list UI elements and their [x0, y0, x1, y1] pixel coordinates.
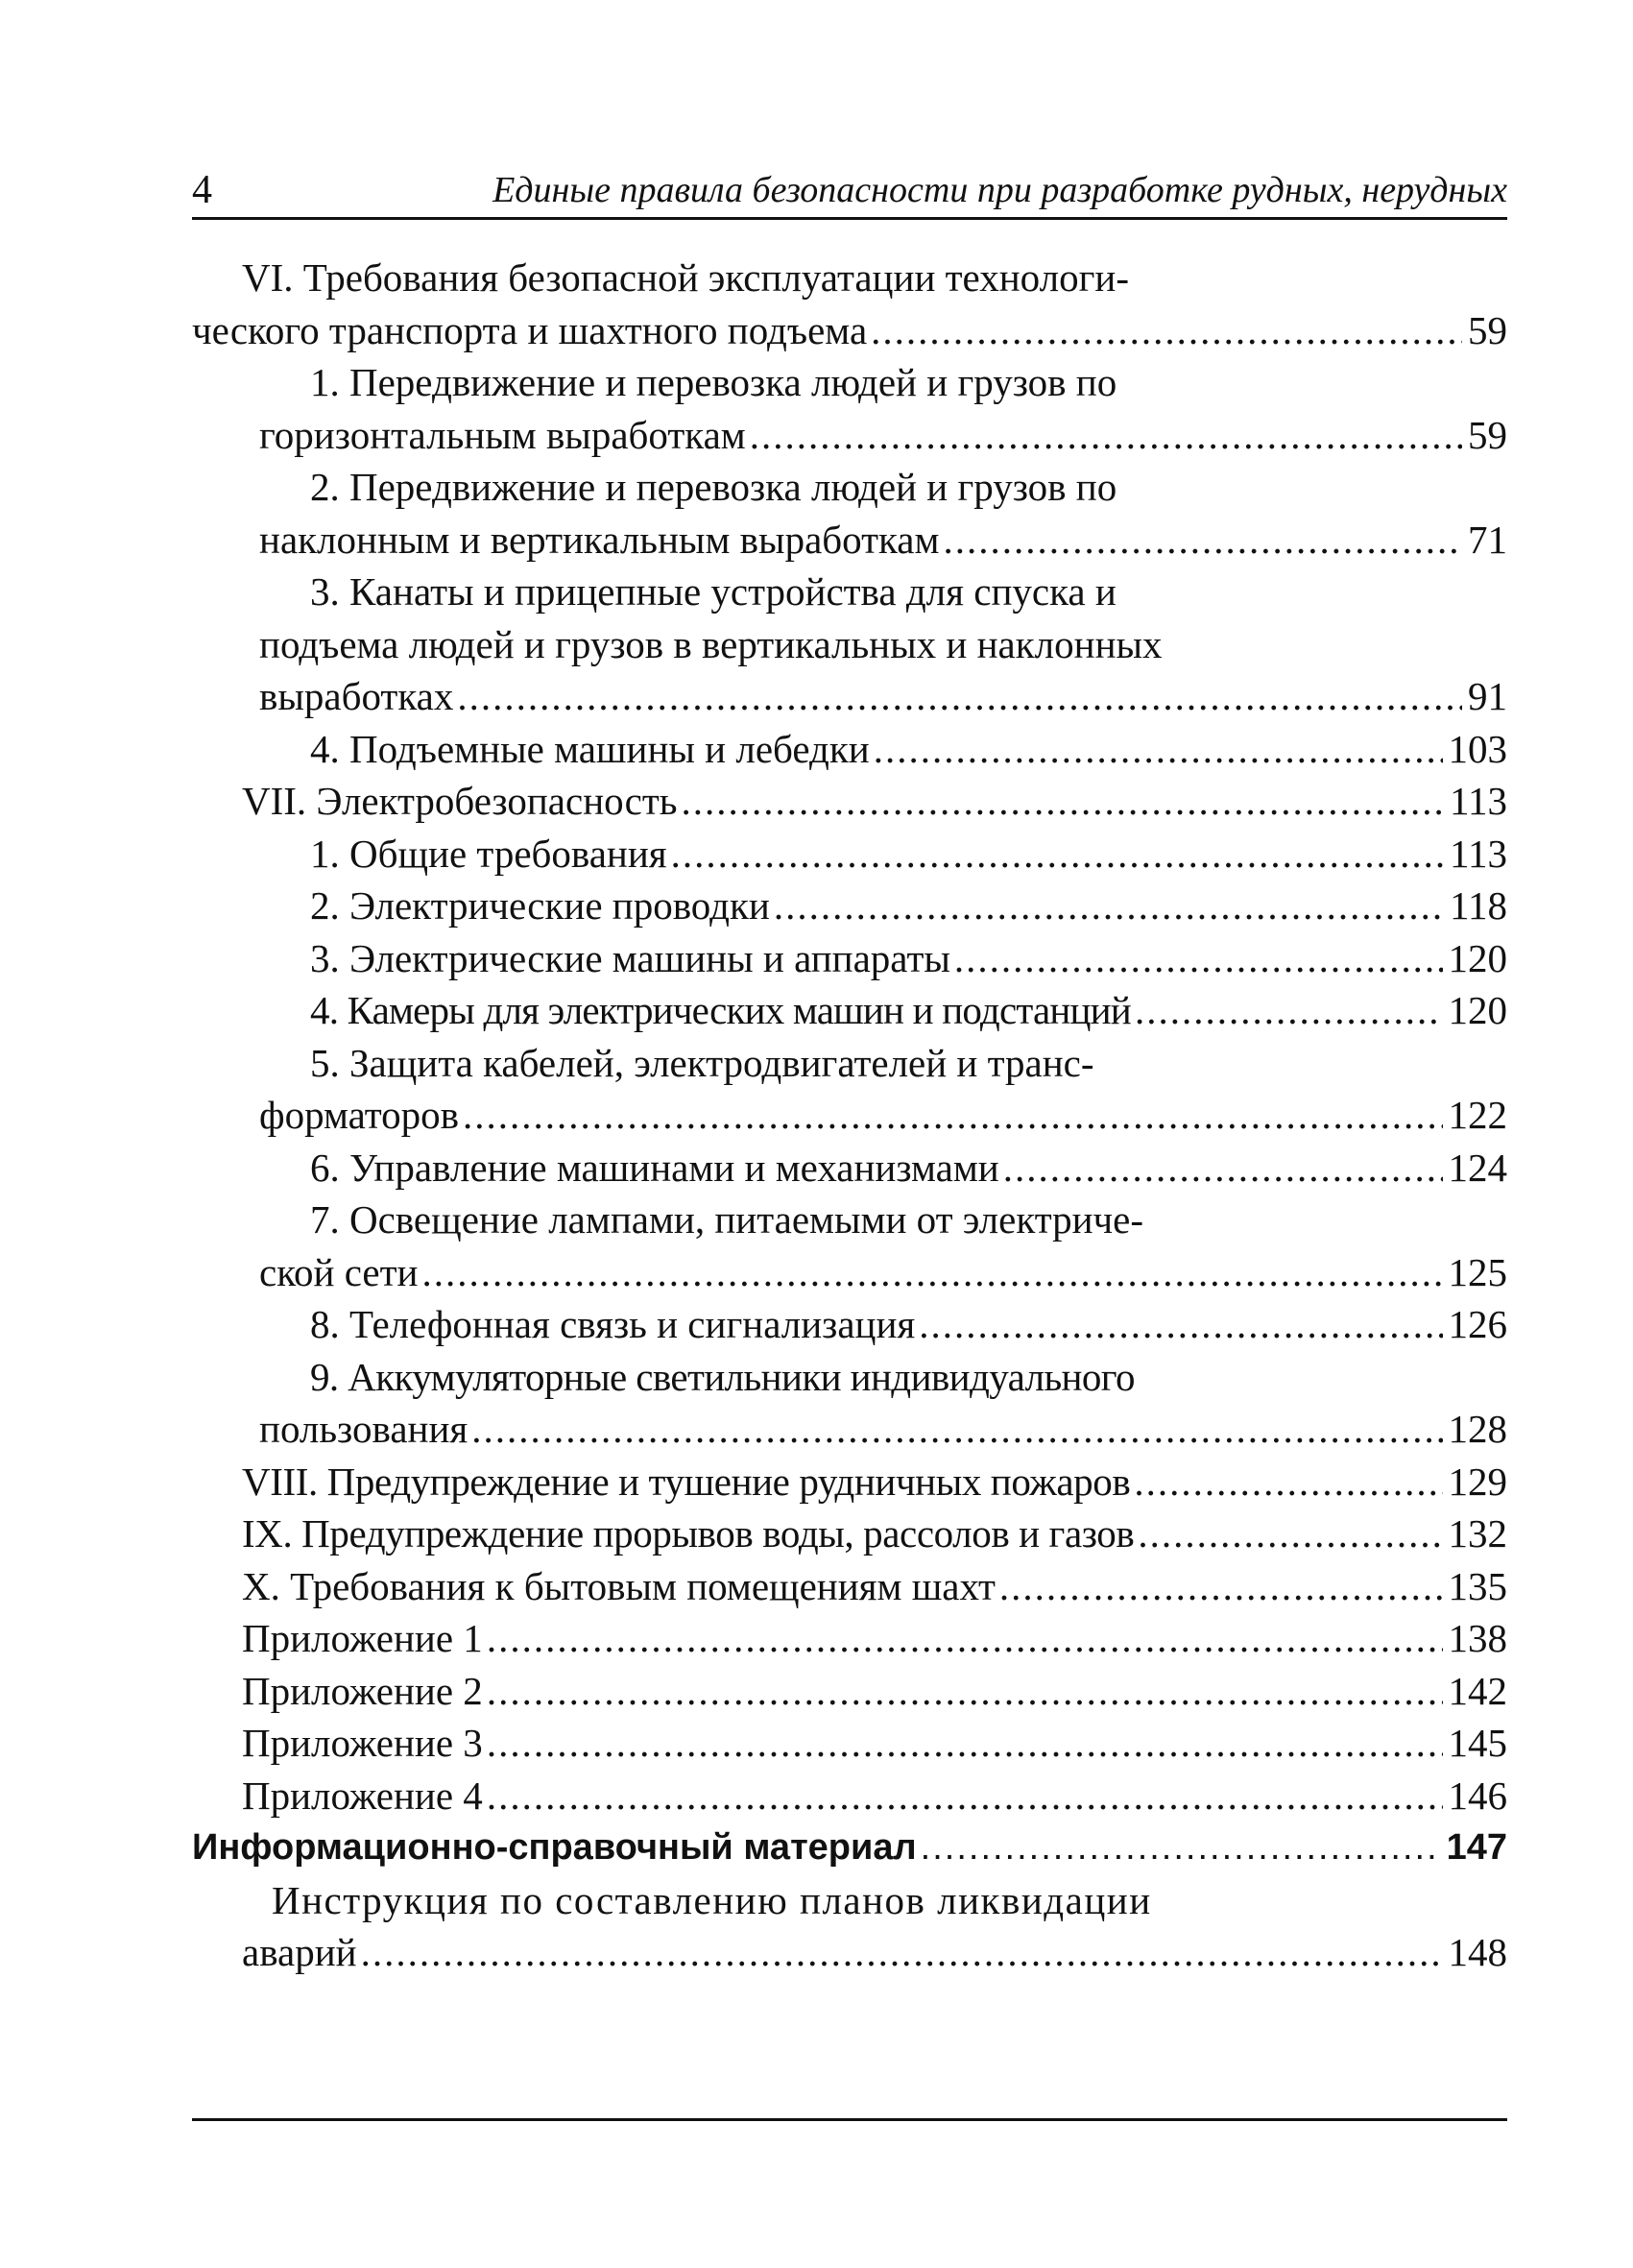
toc-entry	[192, 461, 1507, 566]
toc-entry	[192, 1874, 1507, 1979]
dot-leader	[921, 1822, 1441, 1874]
toc-entry-last-line: аварий	[242, 1930, 357, 1974]
toc-entry	[192, 1351, 1507, 1456]
running-head	[192, 165, 1507, 221]
dot-leader	[999, 1560, 1443, 1613]
dot-leader	[1138, 1508, 1442, 1560]
toc-page-number: 125	[1448, 1249, 1507, 1294]
toc-page-number: 135	[1448, 1563, 1507, 1608]
toc-entry-last-line: наклонным и вертикальным выработкам	[259, 517, 940, 562]
toc-page-number: 103	[1448, 726, 1507, 771]
toc-entry	[192, 1717, 1507, 1770]
toc-page-number: 113	[1450, 831, 1507, 876]
toc-page-number: 138	[1448, 1616, 1507, 1660]
toc-entry	[192, 1456, 1507, 1508]
dot-leader	[1134, 1456, 1442, 1508]
table-of-contents	[192, 252, 1507, 1979]
toc-entry-last-line: 1. Общие требования	[310, 831, 667, 876]
dot-leader	[871, 304, 1462, 357]
toc-page-number: 129	[1448, 1459, 1507, 1504]
toc-entry-last-line: 3. Электрические машины и аппараты	[310, 935, 950, 980]
toc-entry-last-line: VIII. Предупреждение и тушение рудничных пожаров	[242, 1459, 1131, 1504]
toc-entry	[192, 1298, 1507, 1351]
toc-entry-first-line: 1. Передвижение и перевозка людей и грузов по	[310, 360, 1117, 404]
toc-entry-first-line: Инструкция по составлению планов ликвидации	[272, 1877, 1152, 1922]
toc-entry-last-line: горизонтальным выработкам	[259, 412, 746, 457]
toc-entry	[192, 723, 1507, 776]
toc-entry-middle-line: подъема людей и грузов в вертикальных и наклонных	[259, 621, 1163, 666]
toc-entry-last-line: IX. Предупреждение прорывов воды, рассолов и газов	[242, 1511, 1135, 1556]
dot-leader	[361, 1926, 1443, 1979]
toc-page-number: 147	[1446, 1827, 1507, 1868]
toc-page-number: 132	[1448, 1511, 1507, 1556]
toc-entry	[192, 1612, 1507, 1665]
toc-entry-last-line: ческого транспорта и шахтного подъема	[192, 307, 868, 352]
toc-entry	[192, 984, 1507, 1037]
toc-entry	[192, 828, 1507, 881]
toc-entry-last-line: 4. Подъемные машины и лебедки	[310, 726, 870, 771]
dot-leader	[487, 1717, 1443, 1770]
toc-entry	[192, 1142, 1507, 1194]
toc-page-number: 122	[1448, 1093, 1507, 1137]
toc-entry-last-line: 2. Электрические проводки	[310, 883, 770, 928]
toc-entry	[192, 880, 1507, 932]
running-title: Единые правила безопасности при разработке рудных, нерудных	[492, 170, 1507, 210]
dot-leader	[471, 1403, 1442, 1456]
toc-page-number: 120	[1448, 988, 1507, 1032]
toc-entry-last-line: Приложение 4	[242, 1773, 483, 1818]
toc-page-number: 91	[1468, 674, 1507, 718]
header-rule	[192, 217, 1507, 220]
toc-entry-last-line: Приложение 2	[242, 1668, 483, 1713]
toc-entry-last-line: форматоров	[259, 1093, 459, 1137]
toc-page-number: 113	[1450, 779, 1507, 823]
toc-entry	[192, 1665, 1507, 1718]
toc-entry	[192, 1194, 1507, 1298]
page-number: 4	[192, 168, 212, 212]
toc-entry	[192, 566, 1507, 723]
dot-leader	[681, 775, 1444, 828]
toc-page-number: 148	[1448, 1930, 1507, 1974]
toc-entry	[192, 775, 1507, 828]
toc-entry-last-line: ской сети	[259, 1249, 419, 1294]
dot-leader	[774, 880, 1444, 932]
toc-entry	[192, 356, 1507, 461]
toc-entry-first-line: 2. Передвижение и перевозка людей и грузов по	[310, 465, 1117, 509]
toc-entry-first-line: 9. Аккумуляторные светильники индивидуального	[310, 1354, 1135, 1399]
toc-entry-first-line: VI. Требования безопасной эксплуатации технологи-	[242, 255, 1129, 300]
toc-page-number: 59	[1468, 412, 1507, 457]
dot-leader	[1135, 984, 1443, 1037]
toc-entry	[192, 1037, 1507, 1142]
toc-entry	[192, 1560, 1507, 1613]
toc-page-number: 128	[1448, 1407, 1507, 1451]
toc-entry-last-line: 4. Камеры для электрических машин и подстанций	[310, 988, 1131, 1032]
toc-page-number: 120	[1448, 935, 1507, 980]
toc-entry-first-line: 5. Защита кабелей, электродвигателей и транс-	[310, 1040, 1094, 1085]
dot-leader	[487, 1770, 1443, 1822]
toc-page-number: 118	[1450, 883, 1507, 928]
dot-leader	[671, 828, 1444, 881]
dot-leader	[487, 1665, 1443, 1718]
dot-leader	[1003, 1142, 1443, 1194]
dot-leader	[463, 1089, 1443, 1142]
dot-leader	[954, 932, 1443, 985]
dot-leader	[919, 1298, 1442, 1351]
toc-entry-last-line: Приложение 3	[242, 1721, 483, 1765]
toc-entry	[192, 1822, 1507, 1874]
toc-entry-last-line: X. Требования к бытовым помещениям шахт	[242, 1563, 996, 1608]
toc-page-number: 71	[1468, 517, 1507, 562]
toc-page-number: 142	[1448, 1668, 1507, 1713]
toc-entry-last-line: VII. Электробезопасность	[242, 779, 678, 823]
toc-page-number: 124	[1448, 1145, 1507, 1190]
toc-entry	[192, 252, 1507, 356]
toc-entry	[192, 932, 1507, 985]
toc-entry-last-line: 8. Телефонная связь и сигнализация	[310, 1302, 916, 1346]
dot-leader	[421, 1246, 1442, 1299]
toc-page-number: 59	[1468, 307, 1507, 352]
dot-leader	[750, 409, 1462, 462]
toc-entry	[192, 1508, 1507, 1560]
toc-entry-first-line: 7. Освещение лампами, питаемыми от электриче-	[310, 1197, 1144, 1242]
toc-page-number: 146	[1448, 1773, 1507, 1818]
toc-entry-last-line: Информационно-справочный материал	[192, 1827, 917, 1868]
dot-leader	[874, 723, 1443, 776]
dot-leader	[487, 1612, 1443, 1665]
toc-page-number: 145	[1448, 1721, 1507, 1765]
toc-entry-last-line: Приложение 1	[242, 1616, 483, 1660]
toc-entry-last-line: пользования	[259, 1407, 468, 1451]
toc-entry	[192, 1770, 1507, 1822]
toc-entry-first-line: 3. Канаты и прицепные устройства для спуска и	[310, 569, 1117, 614]
toc-page-number: 126	[1448, 1302, 1507, 1346]
dot-leader	[943, 514, 1462, 567]
footer-rule	[192, 2118, 1507, 2121]
dot-leader	[457, 670, 1462, 723]
toc-entry-last-line: выработках	[259, 674, 454, 718]
toc-entry-last-line: 6. Управление машинами и механизмами	[310, 1145, 999, 1190]
